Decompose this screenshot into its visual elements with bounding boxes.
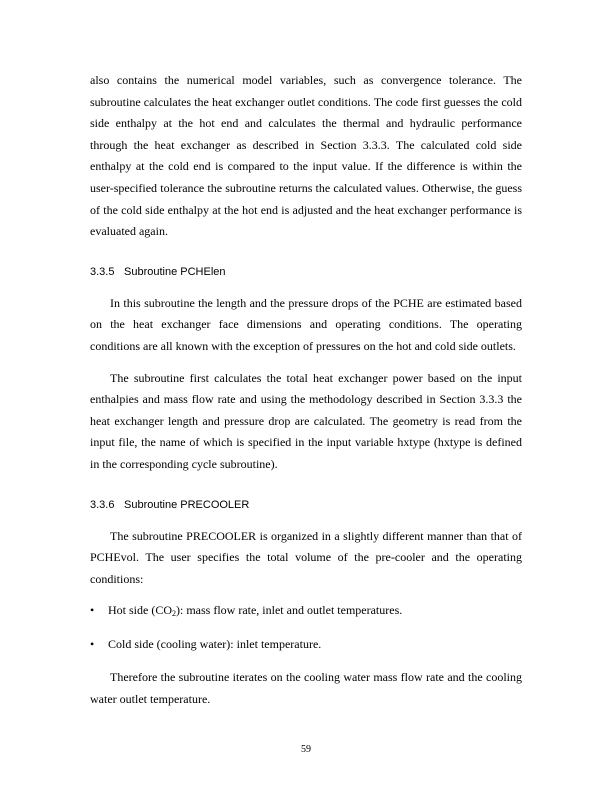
paragraph-precooler-intro: The subroutine PRECOOLER is organized in a slightly different manner than that of PCHEvol. The user specifies the total volume of the pre-cooler and the operating conditions: (90, 528, 522, 586)
section-heading-3-3-6 (90, 498, 522, 512)
section-number: 3.3.5 (90, 265, 115, 278)
page-number: 59 (301, 744, 311, 755)
bullet-icon: • (90, 636, 95, 651)
paragraph-pchelen-intro: In this subroutine the length and the pressure drops of the PCHE are estimated based on the heat exchanger face dimensions and operating conditions. The operating conditions are all known with the exception of pressures on the hot and cold side outlets. (90, 295, 522, 353)
section-heading-3-3-5 (90, 265, 522, 279)
section-title: Subroutine PRECOOLER (124, 498, 250, 511)
document-page (90, 70, 522, 711)
paragraph-pchelen-method: The subroutine first calculates the total heat exchanger power based on the input enthalpies and mass flow rate and using the methodology described in Section 3.3.3 the heat exchanger length and pressure drop are calculated. The geometry is read from the input file, the name of which is specified in the input variable hxtype (hxtype is defined in the corresponding cycle subroutine). (90, 370, 522, 471)
section-title: Subroutine PCHElen (124, 265, 226, 278)
paragraph-continuation: also contains the numerical model variables, such as convergence tolerance. The subroutine calculates the heat exchanger outlet conditions. The code first guesses the cold side enthalpy at the hot end and calculates the thermal and hydraulic performance through the heat exchanger as described in Section 3.3.3. The calculated cold side enthalpy at the cold end is compared to the input value. If the difference is within the user-specified tolerance the subroutine returns the calculated values. Otherwise, the guess of the cold side enthalpy at the hot end is adjusted and the heat exchanger performance is evaluated again. (90, 73, 522, 239)
bullet-cold-side: • Cold side (cooling water): inlet temperature. (90, 634, 522, 656)
paragraph-precooler-iteration: Therefore the subroutine iterates on the cooling water mass flow rate and the cooling water outlet temperature. (90, 670, 522, 707)
bullet-hot-side: • Hot side $(CO_2)$: mass flow rate, inlet and outlet temperatures. (90, 600, 522, 622)
section-number: 3.3.6 (90, 498, 115, 511)
bullet-icon: • (90, 603, 95, 618)
